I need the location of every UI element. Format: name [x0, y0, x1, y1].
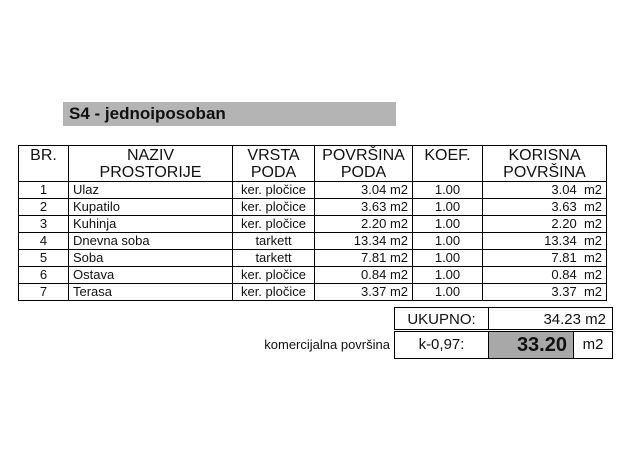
cell-koef: 1.00: [413, 233, 483, 250]
cell-koef: 1.00: [413, 216, 483, 233]
cell-vrsta: ker. pločice: [233, 216, 315, 233]
cell-naziv: Soba: [69, 250, 233, 267]
table-row: [19, 216, 607, 233]
cell-vrsta: ker. pločice: [233, 182, 315, 199]
cell-koef: 1.00: [413, 199, 483, 216]
cell-vrsta: ker. pločice: [233, 284, 315, 301]
document-title: S4 - jednoiposoban: [63, 102, 396, 126]
cell-povrsina: 13.34 m2: [315, 233, 413, 250]
cell-koef: 1.00: [413, 182, 483, 199]
cell-korisna: 7.81 m2: [483, 250, 607, 267]
cell-naziv: Ulaz: [69, 182, 233, 199]
cell-koef: 1.00: [413, 284, 483, 301]
ukupno-value: 34.23 m2: [489, 307, 613, 330]
cell-br: 6: [19, 267, 69, 284]
header-povrsina: POVRŠINA PODA: [315, 146, 413, 182]
cell-br: 4: [19, 233, 69, 250]
cell-korisna: 3.04 m2: [483, 182, 607, 199]
ukupno-label: UKUPNO:: [394, 307, 489, 330]
header-koef: KOEF.: [413, 146, 483, 182]
cell-br: 2: [19, 199, 69, 216]
table-row: [19, 250, 607, 267]
cell-korisna: 0.84 m2: [483, 267, 607, 284]
cell-vrsta: tarkett: [233, 233, 315, 250]
cell-br: 1: [19, 182, 69, 199]
cell-koef: 1.00: [413, 250, 483, 267]
cell-povrsina: 2.20 m2: [315, 216, 413, 233]
rooms-table: [18, 145, 607, 301]
cell-naziv: Kupatilo: [69, 199, 233, 216]
cell-povrsina: 7.81 m2: [315, 250, 413, 267]
table-row: [19, 182, 607, 199]
header-naziv: NAZIV PROSTORIJE: [69, 146, 233, 182]
komercijalna-coef: k-0,97:: [394, 331, 489, 359]
komercijalna-unit: m2: [574, 331, 613, 359]
cell-vrsta: ker. pločice: [233, 267, 315, 284]
cell-povrsina: 3.04 m2: [315, 182, 413, 199]
cell-naziv: Dnevna soba: [69, 233, 233, 250]
table-header-row: [19, 146, 607, 182]
cell-povrsina: 3.37 m2: [315, 284, 413, 301]
komercijalna-value: 33.20: [489, 331, 574, 359]
komercijalna-label: komercijalna površina: [264, 337, 390, 352]
ukupno-row: [394, 307, 613, 330]
cell-povrsina: 0.84 m2: [315, 267, 413, 284]
cell-povrsina: 3.63 m2: [315, 199, 413, 216]
cell-vrsta: ker. pločice: [233, 199, 315, 216]
komercijalna-row: [394, 331, 613, 359]
cell-br: 5: [19, 250, 69, 267]
cell-koef: 1.00: [413, 267, 483, 284]
cell-vrsta: tarkett: [233, 250, 315, 267]
cell-br: 7: [19, 284, 69, 301]
header-br: BR.: [19, 146, 69, 182]
cell-naziv: Terasa: [69, 284, 233, 301]
table-row: [19, 233, 607, 250]
cell-naziv: Ostava: [69, 267, 233, 284]
header-korisna: KORISNA POVRŠINA: [483, 146, 607, 182]
cell-br: 3: [19, 216, 69, 233]
cell-korisna: 3.63 m2: [483, 199, 607, 216]
table-row: [19, 199, 607, 216]
cell-naziv: Kuhinja: [69, 216, 233, 233]
cell-korisna: 3.37 m2: [483, 284, 607, 301]
header-vrsta: VRSTA PODA: [233, 146, 315, 182]
table-row: [19, 267, 607, 284]
cell-korisna: 2.20 m2: [483, 216, 607, 233]
cell-korisna: 13.34 m2: [483, 233, 607, 250]
table-row: [19, 284, 607, 301]
